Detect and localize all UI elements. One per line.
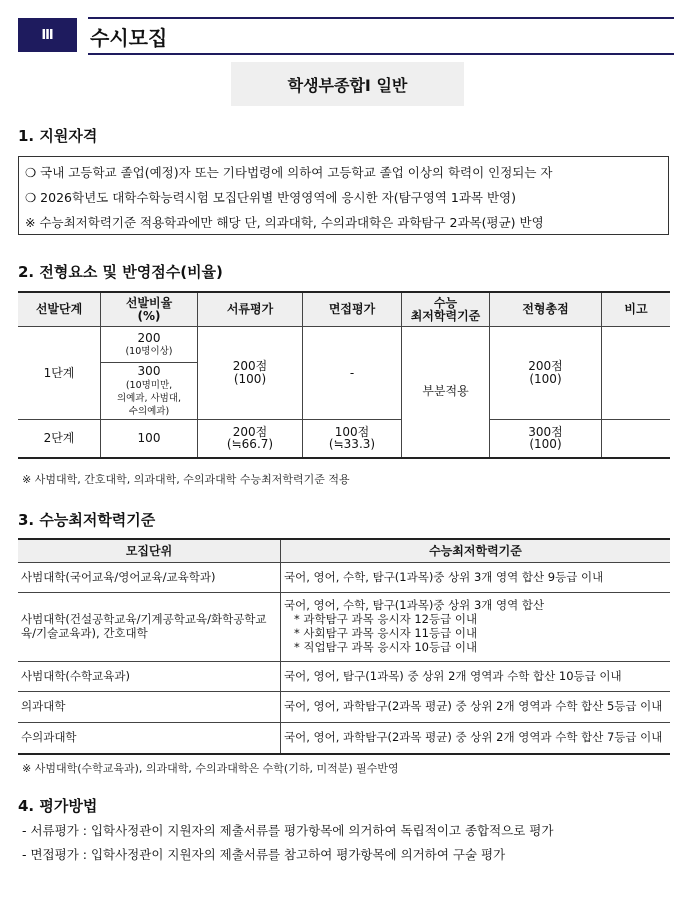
remark-cell [602, 420, 671, 458]
unit-cell: 수의과대학 [18, 723, 281, 754]
header-cell: 모집단위 [18, 539, 281, 563]
doc-cell: 200점 (≒66.7) [198, 420, 303, 458]
elements-note: ※ 사범대학, 간호대학, 의과대학, 수의과대학 수능최저학력기준 적용 [22, 473, 350, 486]
criteria-cell: 국어, 영어, 수학, 탐구(1과목)중 상위 3개 영역 합산 9등급 이내 [281, 563, 671, 593]
criteria-text: 국어, 영어, 수학, 탐구(1과목)중 상위 3개 영역 합산 [284, 598, 545, 613]
header-cell: 선발단계 [18, 292, 101, 327]
csat-note: ※ 사범대학(수학교육과), 의과대학, 수의과대학은 수학(기하, 미적분) 필수반영 [22, 762, 399, 775]
table-header-row [18, 292, 670, 327]
unit-cell: 사범대학(국어교육/영어교육/교육학과) [18, 563, 281, 593]
header-cell: 선발비율 (%) [101, 292, 198, 327]
elements-table [18, 291, 670, 459]
eligibility-item: ❍ 2026학년도 대학수학능력시험 모집단위별 반영영역에 응시한 자(탐구영역 1과목 반영) [25, 190, 516, 205]
criteria-cell: 국어, 영어, 과학탐구(2과목 평균) 중 상위 2개 영역과 수학 합산 7등급 이내 [281, 723, 671, 754]
criteria-subitem: * 직업탐구 과목 응시자 10등급 이내 [294, 639, 478, 654]
header-cell: 면접평가 [303, 292, 402, 327]
header-cell: 수능 최저학력기준 [402, 292, 490, 327]
total-cell: 300점 (100) [490, 420, 602, 458]
unit-cell: 사범대학(건설공학교육/기계공학교육/화학공학교육/기술교육과), 간호대학 [18, 593, 281, 662]
table-row [18, 692, 670, 723]
table-row [18, 563, 670, 593]
heading-elements: 2. 전형요소 및 반영점수(비율) [18, 263, 223, 281]
csat-table [18, 538, 670, 755]
subtitle: 학생부종합Ⅰ 일반 [231, 62, 464, 106]
ratio-note: (10명이상) [125, 346, 173, 358]
header-cell: 비고 [602, 292, 671, 327]
ratio-value: 300 [137, 364, 161, 379]
interview-cell: 100점 (≒33.3) [303, 420, 402, 458]
stage-cell: 1단계 [18, 327, 101, 420]
criteria-subitem: * 사회탐구 과목 응시자 11등급 이내 [294, 626, 478, 640]
table-row [18, 420, 670, 458]
table-row [18, 593, 670, 662]
table-row [18, 662, 670, 692]
eligibility-item: ❍ 국내 고등학교 졸업(예정)자 또는 기타법령에 의하여 고등학교 졸업 이상의 학력이 인정되는 자 [25, 165, 553, 180]
heading-evaluation: 4. 평가방법 [18, 797, 98, 815]
ratio-value: 200 [137, 330, 161, 345]
criteria-cell: 국어, 영어, 과학탐구(2과목 평균) 중 상위 2개 영역과 수학 합산 5등급 이내 [281, 692, 671, 723]
heading-eligibility: 1. 지원자격 [18, 127, 98, 145]
table-row [18, 723, 670, 754]
total-cell: 200점 (100) [490, 327, 602, 420]
header-cell: 서류평가 [198, 292, 303, 327]
unit-cell: 사범대학(수학교육과) [18, 662, 281, 692]
header-cell: 수능최저학력기준 [281, 539, 671, 563]
unit-cell: 의과대학 [18, 692, 281, 723]
evaluation-item: - 면접평가 : 입학사정관이 지원자의 제출서류를 참고하여 평가항목에 의거하여 구술 평가 [22, 847, 506, 862]
table-row [18, 327, 670, 363]
ratio-cell: 100 [101, 420, 198, 458]
eligibility-item: ※ 수능최저학력기준 적용학과에만 해당 단, 의과대학, 수의과대학은 과학탐구 2과목(평균) 반영 [25, 215, 544, 230]
ratio-cell [101, 363, 198, 420]
interview-cell: - [303, 327, 402, 420]
ratio-note: (10명미만, 의예과, 사범대, 수의예과) [116, 379, 182, 417]
doc-cell: 200점 (100) [198, 327, 303, 420]
heading-csat: 3. 수능최저학력기준 [18, 511, 156, 529]
criteria-cell [281, 593, 671, 662]
csat-cell: 부분적용 [402, 327, 490, 458]
section-number: Ⅲ [18, 18, 77, 52]
table-header-row [18, 539, 670, 563]
criteria-cell: 국어, 영어, 탐구(1과목) 중 상위 2개 영역과 수학 합산 10등급 이내 [281, 662, 671, 692]
evaluation-item: - 서류평가 : 입학사정관이 지원자의 제출서류를 평가항목에 의거하여 독립적이고 종합적으로 평가 [22, 823, 554, 838]
remark-cell [602, 327, 671, 420]
section-title: 수시모집 [88, 17, 674, 55]
eligibility-box [18, 156, 669, 235]
ratio-cell [101, 327, 198, 363]
stage-cell: 2단계 [18, 420, 101, 458]
header-cell: 전형총점 [490, 292, 602, 327]
criteria-subitem: * 과학탐구 과목 응시자 12등급 이내 [294, 612, 478, 627]
